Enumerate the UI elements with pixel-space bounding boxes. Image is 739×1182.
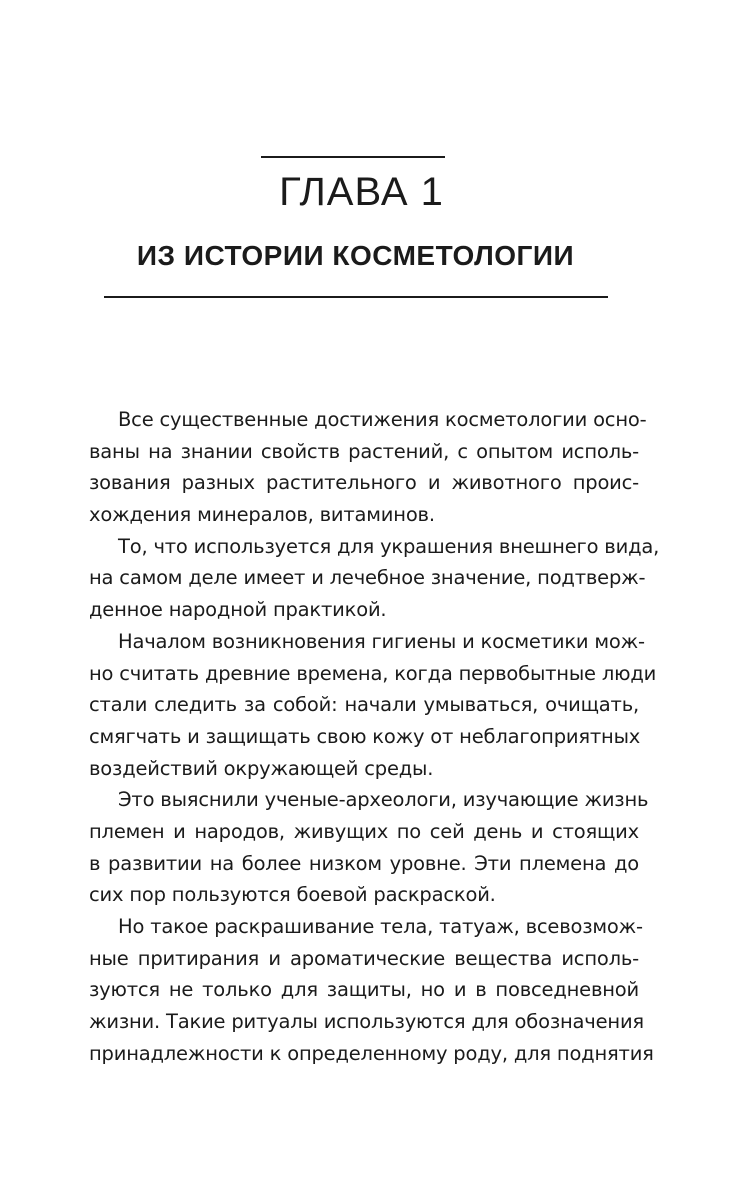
text-line: на самом деле имеет и лечебное значение, подтверж-: [89, 566, 646, 590]
body-text: [89, 404, 660, 1069]
chapter-number: ГЛАВА 1: [279, 170, 444, 214]
chapter-bottom-rule: [104, 296, 608, 298]
text-line: племен и народов, живущих по сей день и стоящих: [89, 819, 639, 843]
text-line: ваны на знании свойств растений, с опытом исполь-: [89, 439, 639, 463]
text-line: принадлежности к определенному роду, для поднятия: [89, 1041, 654, 1065]
text-line: в развитии на более низком уровне. Эти племена до: [89, 851, 639, 875]
text-line: Но такое раскрашивание тела, татуаж, всевозмож-: [118, 915, 643, 938]
text-line: ные притирания и ароматические вещества исполь-: [89, 946, 639, 970]
text-line: Началом возникновения гигиены и косметики мож-: [118, 629, 645, 653]
text-line: Все существенные достижения косметологии осно-: [118, 408, 647, 431]
text-line: Это выяснили ученые-археологи, изучающие жизнь: [118, 788, 649, 812]
text-line: воздействий окружающей среды.: [89, 756, 434, 780]
text-line: жизни. Такие ритуалы используются для обозначения: [89, 1010, 644, 1034]
text-line: стали следить за собой: начали умываться, очищать,: [89, 693, 639, 717]
text-line: сих пор пользуются боевой раскраской.: [89, 883, 496, 907]
text-line: То, что используется для украшения внешнего вида,: [118, 534, 660, 558]
text-line: смягчать и защищать свою кожу от неблагоприятных: [89, 724, 641, 748]
text-line: денное народной практикой.: [89, 598, 387, 622]
text-line: хождения минералов, витаминов.: [89, 503, 435, 527]
chapter-title: ИЗ ИСТОРИИ КОСМЕТОЛОГИИ: [136, 240, 575, 271]
text-line: зования разных растительного и животного проис-: [89, 471, 639, 495]
text-line: но считать древние времена, когда первобытные люди: [89, 661, 657, 685]
text-line: зуются не только для защиты, но и в повседневной: [89, 978, 639, 1002]
chapter-top-rule: [261, 156, 445, 158]
